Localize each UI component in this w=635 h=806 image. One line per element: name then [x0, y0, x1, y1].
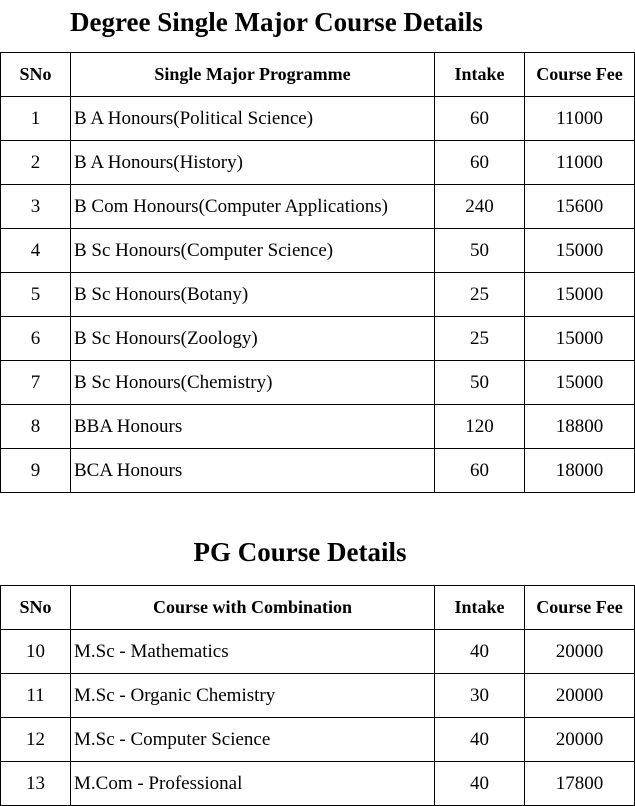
row-course-fee: 18000: [525, 449, 635, 493]
header-course-combination: Course with Combination: [71, 586, 435, 630]
row-course-name: M.Sc - Organic Chemistry: [71, 674, 435, 718]
pg-section-title: PG Course Details: [193, 537, 407, 567]
row-intake: 25: [435, 273, 525, 317]
table-row: [1, 185, 635, 229]
table-row: [1, 361, 635, 405]
row-course-name: B Sc Honours(Chemistry): [71, 361, 435, 405]
header-intake: Intake: [435, 53, 525, 97]
row-course-name: M.Com - Professional: [71, 762, 435, 806]
row-intake: 120: [435, 405, 525, 449]
row-intake: 50: [435, 361, 525, 405]
header-programme: Single Major Programme: [71, 53, 435, 97]
row-sno: 1: [1, 97, 71, 141]
table-row: [1, 97, 635, 141]
row-course-fee: 15000: [525, 317, 635, 361]
row-intake: 40: [435, 718, 525, 762]
row-course-name: BBA Honours: [71, 405, 435, 449]
row-course-fee: 20000: [525, 718, 635, 762]
row-sno: 11: [1, 674, 71, 718]
row-sno: 9: [1, 449, 71, 493]
degree-table-body: [1, 97, 635, 493]
row-course-fee: 20000: [525, 630, 635, 674]
header-course-fee: Course Fee: [525, 586, 635, 630]
row-intake: 30: [435, 674, 525, 718]
row-intake: 40: [435, 762, 525, 806]
row-course-name: B Sc Honours(Zoology): [71, 317, 435, 361]
row-course-name: B A Honours(History): [71, 141, 435, 185]
row-course-name: B Sc Honours(Computer Science): [71, 229, 435, 273]
pg-course-table: [0, 585, 635, 806]
table-row: [1, 405, 635, 449]
row-course-name: BCA Honours: [71, 449, 435, 493]
header-intake: Intake: [435, 586, 525, 630]
row-intake: 25: [435, 317, 525, 361]
table-header-row: [1, 586, 635, 630]
row-course-name: B Com Honours(Computer Applications): [71, 185, 435, 229]
row-sno: 5: [1, 273, 71, 317]
table-row: [1, 229, 635, 273]
row-sno: 6: [1, 317, 71, 361]
row-course-name: M.Sc - Mathematics: [71, 630, 435, 674]
table-row: [1, 449, 635, 493]
table-row: [1, 674, 635, 718]
header-sno: SNo: [1, 586, 71, 630]
degree-course-table: [0, 52, 635, 493]
row-intake: 60: [435, 449, 525, 493]
row-course-fee: 11000: [525, 97, 635, 141]
row-sno: 8: [1, 405, 71, 449]
row-course-fee: 15000: [525, 229, 635, 273]
row-course-fee: 15000: [525, 273, 635, 317]
pg-table-body: [1, 630, 635, 806]
row-course-fee: 18800: [525, 405, 635, 449]
table-row: [1, 630, 635, 674]
row-sno: 12: [1, 718, 71, 762]
table-row: [1, 273, 635, 317]
row-intake: 40: [435, 630, 525, 674]
degree-section-title: Degree Single Major Course Details: [70, 7, 483, 37]
table-row: [1, 317, 635, 361]
row-course-name: B Sc Honours(Botany): [71, 273, 435, 317]
row-sno: 13: [1, 762, 71, 806]
row-sno: 2: [1, 141, 71, 185]
row-course-name: B A Honours(Political Science): [71, 97, 435, 141]
row-course-fee: 15600: [525, 185, 635, 229]
row-intake: 60: [435, 141, 525, 185]
row-intake: 60: [435, 97, 525, 141]
row-course-fee: 17800: [525, 762, 635, 806]
table-header-row: [1, 53, 635, 97]
row-course-name: M.Sc - Computer Science: [71, 718, 435, 762]
row-sno: 7: [1, 361, 71, 405]
row-intake: 240: [435, 185, 525, 229]
table-row: [1, 762, 635, 806]
table-row: [1, 718, 635, 762]
header-sno: SNo: [1, 53, 71, 97]
table-row: [1, 141, 635, 185]
row-course-fee: 15000: [525, 361, 635, 405]
row-intake: 50: [435, 229, 525, 273]
row-course-fee: 20000: [525, 674, 635, 718]
row-course-fee: 11000: [525, 141, 635, 185]
row-sno: 3: [1, 185, 71, 229]
header-course-fee: Course Fee: [525, 53, 635, 97]
row-sno: 4: [1, 229, 71, 273]
row-sno: 10: [1, 630, 71, 674]
